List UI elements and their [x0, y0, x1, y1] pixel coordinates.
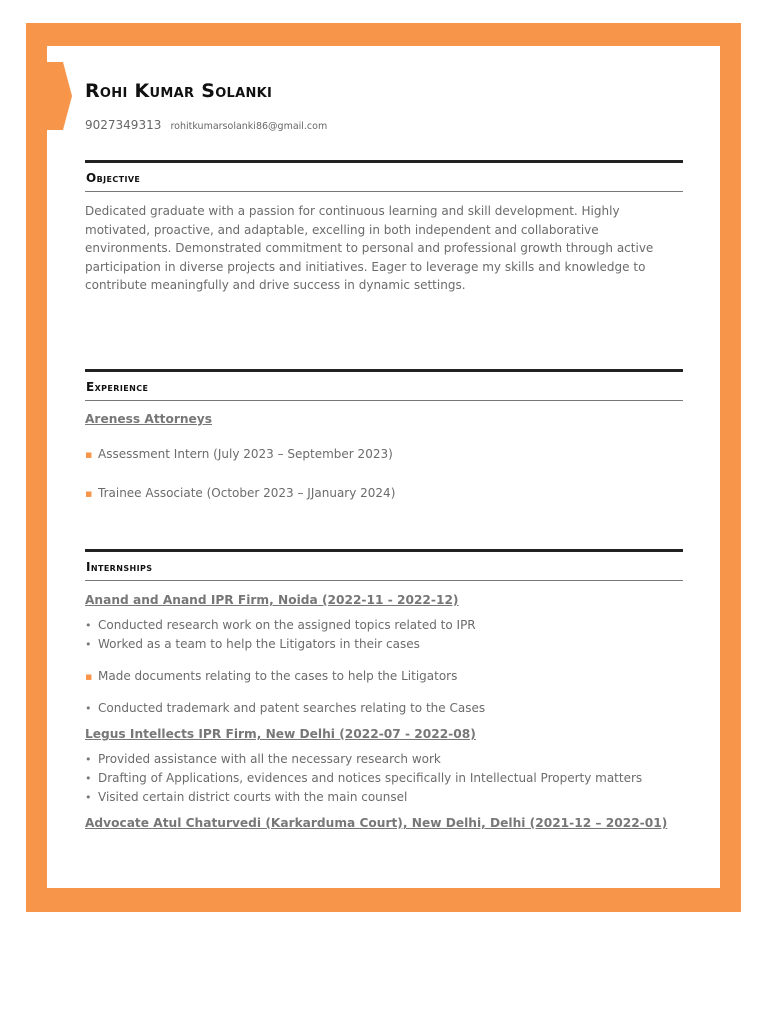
experience-item-text: Trainee Associate (October 2023 – JJanuary 2024): [98, 486, 396, 500]
internship-firm: Anand and Anand IPR Firm, Noida (2022-11 - 2022-12): [85, 593, 459, 607]
email-address: rohitkumarsolanki86@gmail.com: [170, 121, 328, 132]
internship-item: [85, 771, 642, 785]
internship-item: [85, 752, 441, 766]
internship-item-text: Conducted trademark and patent searches relating to the Cases: [98, 701, 486, 715]
candidate-name: Rohi Kumar Solanki: [85, 80, 273, 102]
internship-item: [85, 669, 457, 683]
internship-item-text: Made documents relating to the cases to help the Litigators: [98, 669, 458, 683]
bullet-icon: •: [85, 753, 92, 766]
experience-title: Experience: [86, 380, 149, 394]
internship-item-text: Conducted research work on the assigned topics related to IPR: [98, 618, 476, 632]
contact-line: [85, 114, 327, 133]
bullet-icon: •: [85, 772, 92, 785]
experience-company: Areness Attorneys: [85, 412, 213, 426]
bullet-icon: •: [85, 619, 92, 632]
experience-section-header: [85, 369, 683, 401]
objective-title: Objective: [86, 171, 141, 185]
experience-item: [85, 447, 393, 461]
internship-item-text: Provided assistance with all the necessary research work: [98, 752, 441, 766]
internship-item: [85, 790, 407, 804]
bullet-icon: •: [85, 791, 92, 804]
internship-item: [85, 637, 420, 651]
internship-item: [85, 701, 485, 715]
bullet-icon: •: [85, 638, 92, 651]
internship-item-text: Drafting of Applications, evidences and notices specifically in Intellectual Property matters: [98, 771, 643, 785]
internships-title: Internships: [86, 560, 153, 574]
bullet-icon: ▪: [85, 670, 93, 683]
internship-item: [85, 618, 476, 632]
internship-firm: Advocate Atul Chaturvedi (Karkarduma Court), New Delhi, Delhi (2021-12 – 2022-01): [85, 816, 668, 830]
internship-item-text: Visited certain district courts with the main counsel: [98, 790, 408, 804]
experience-item: [85, 486, 395, 500]
experience-item-text: Assessment Intern (July 2023 – September 2023): [98, 447, 393, 461]
bullet-icon: ▪: [85, 487, 93, 500]
internships-section-header: [85, 549, 683, 581]
internship-firm: Legus Intellects IPR Firm, New Delhi (2022-07 - 2022-08): [85, 727, 476, 741]
objective-section-header: [85, 160, 683, 192]
bullet-icon: •: [85, 702, 92, 715]
bullet-icon: ▪: [85, 448, 93, 461]
internship-item-text: Worked as a team to help the Litigators in their cases: [98, 637, 420, 651]
objective-text: Dedicated graduate with a passion for continuous learning and skill development. Highly motivated, proactive, and adaptable, excelling in both independent and collaborative environments. Demonstrated commitment to personal and professional growth through active participation in diverse projects and initiatives. Eager to leverage my skills and knowledge to contribute meaningfully and drive success in dynamic settings.: [85, 204, 654, 293]
phone-number: 9027349313: [85, 118, 162, 132]
